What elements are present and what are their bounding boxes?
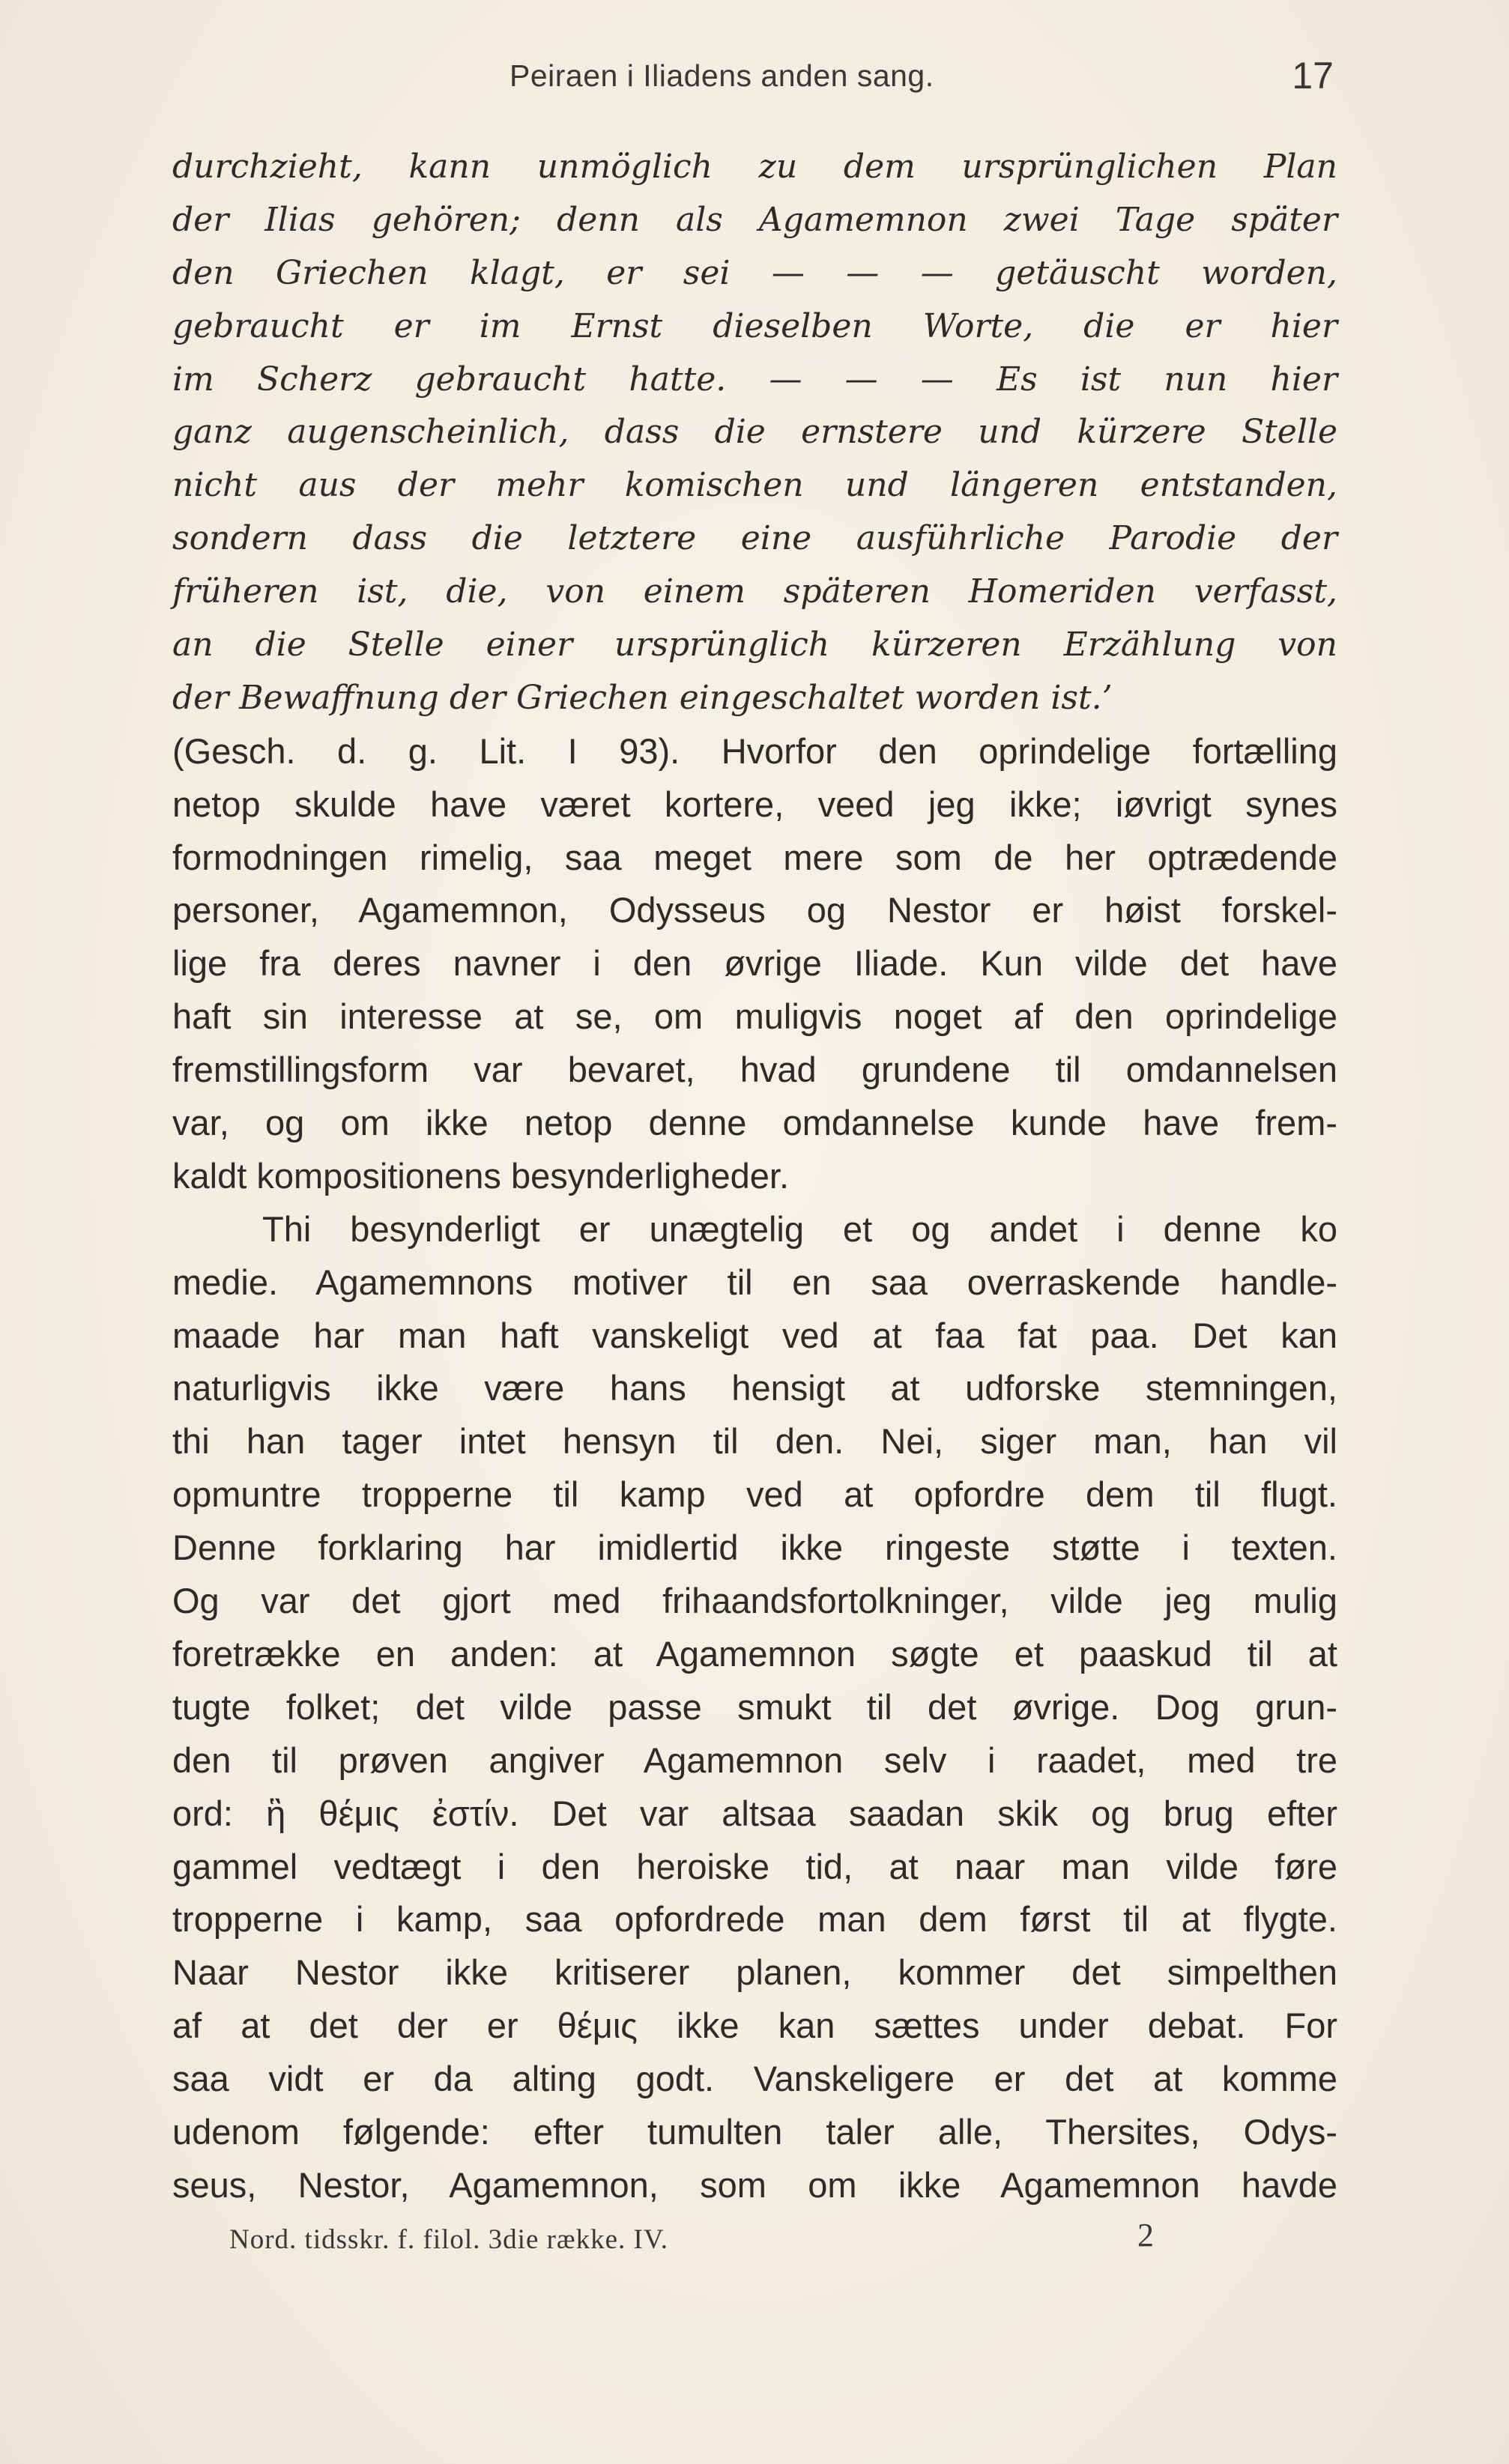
- signature-mark: 2: [1137, 2217, 1154, 2253]
- text-line: nicht aus der mehr komischen und längeren entstanden,: [172, 466, 1337, 505]
- text-line: der Ilias gehören; denn als Agamemnon zwei Tage später: [172, 200, 1337, 239]
- text-line: var, og om ikke netop denne omdannelse kunde have frem-: [172, 1103, 1337, 1143]
- text-line: naturligvis ikke være hans hensigt at udforske stemningen,: [172, 1368, 1337, 1408]
- text-line: Og var det gjort med frihaandsfortolkninger, vilde jeg mulig: [172, 1581, 1337, 1621]
- text-line: foretrække en anden: at Agamemnon søgte et paaskud til at: [172, 1633, 1337, 1674]
- text-line: Denne forklaring har imidlertid ikke ringeste støtte i texten.: [172, 1528, 1337, 1568]
- text-line: thi han tager intet hensyn til den. Nei, siger man, han vil: [172, 1421, 1337, 1462]
- text-line: (Gesch. d. g. Lit. I 93). Hvorfor den oprindelige fortælling: [172, 730, 1337, 771]
- running-title: Peiraen i Iliadens anden sang.: [509, 58, 934, 93]
- text-line: af at det der er θέμις ikke kan sættes under debat. For: [172, 2006, 1337, 2046]
- text-line: kaldt kompositionens besynderligheder.: [172, 1155, 790, 1196]
- body-text: [172, 141, 1337, 2212]
- text-line: udenom følgende: efter tumulten taler alle, Thersites, Odys-: [172, 2111, 1337, 2152]
- text-line: gammel vedtægt i den heroiske tid, at naar man vilde føre: [172, 1846, 1337, 1886]
- text-line: den Griechen klagt, er sei — — — getäuscht worden,: [172, 253, 1337, 292]
- text-line: durchzieht, kann unmöglich zu dem ursprünglichen Plan: [172, 148, 1337, 186]
- text-line: den til prøven angiver Agamemnon selv i raadet, med tre: [172, 1740, 1337, 1780]
- text-line: haft sin interesse at se, om muligvis noget af den oprindelige: [172, 996, 1337, 1037]
- text-line: ganz augenscheinlich, dass die ernstere und kürzere Stelle: [172, 413, 1337, 452]
- text-line: personer, Agamemnon, Odysseus og Nestor er høist forskel-: [172, 890, 1337, 930]
- text-line: maade har man haft vanskeligt ved at faa fat paa. Det kan: [172, 1315, 1337, 1355]
- text-line: medie. Agamemnons motiver til en saa overraskende handle-: [172, 1262, 1337, 1302]
- text-line: seus, Nestor, Agamemnon, som om ikke Agamemnon havde: [172, 2164, 1337, 2205]
- text-line: saa vidt er da alting godt. Vanskeligere er det at komme: [172, 2059, 1337, 2099]
- text-line: an die Stelle einer ursprünglich kürzeren Erzählung von: [172, 626, 1337, 665]
- text-line: im Scherz gebraucht hatte. — — — Es ist nun hier: [172, 360, 1337, 399]
- text-line: netop skulde have været kortere, veed jeg ikke; iøvrigt synes: [172, 784, 1337, 824]
- text-line: ord: ἣ θέμις ἐστίν. Det var altsaa saadan skik og brug efter: [172, 1793, 1337, 1833]
- text-line: Naar Nestor ikke kritiserer planen, kommer det simpelthen: [172, 1952, 1337, 1993]
- text-line: der Bewaffnung der Griechen eingeschaltet worden ist.’: [172, 678, 1113, 717]
- signature-line: Nord. tidsskr. f. filol. 3die række. IV.: [229, 2224, 669, 2255]
- text-line: fremstillingsform var bevaret, hvad grundene til omdannelsen: [172, 1050, 1337, 1090]
- page-number: 17: [1292, 55, 1334, 97]
- text-line: früheren ist, die, von einem späteren Homeriden verfasst,: [172, 572, 1337, 611]
- text-line: tugte folket; det vilde passe smukt til det øvrige. Dog grun-: [172, 1686, 1337, 1727]
- text-line: Thi besynderligt er unægtelig et og andet i denne ko: [262, 1208, 1337, 1249]
- text-line: sondern dass die letztere eine ausführliche Parodie der: [172, 519, 1337, 558]
- page-footer: [172, 2216, 1154, 2261]
- text-line: formodningen rimelig, saa meget mere som de her optrædende: [172, 837, 1337, 877]
- text-line: opmuntre tropperne til kamp ved at opfordre dem til flugt.: [172, 1474, 1337, 1515]
- text-line: gebraucht er im Ernst dieselben Worte, die er hier: [172, 306, 1337, 345]
- running-head: [172, 46, 1334, 106]
- text-line: lige fra deres navner i den øvrige Iliade. Kun vilde det have: [172, 943, 1337, 984]
- text-line: tropperne i kamp, saa opfordrede man dem først til at flygte.: [172, 1899, 1337, 1940]
